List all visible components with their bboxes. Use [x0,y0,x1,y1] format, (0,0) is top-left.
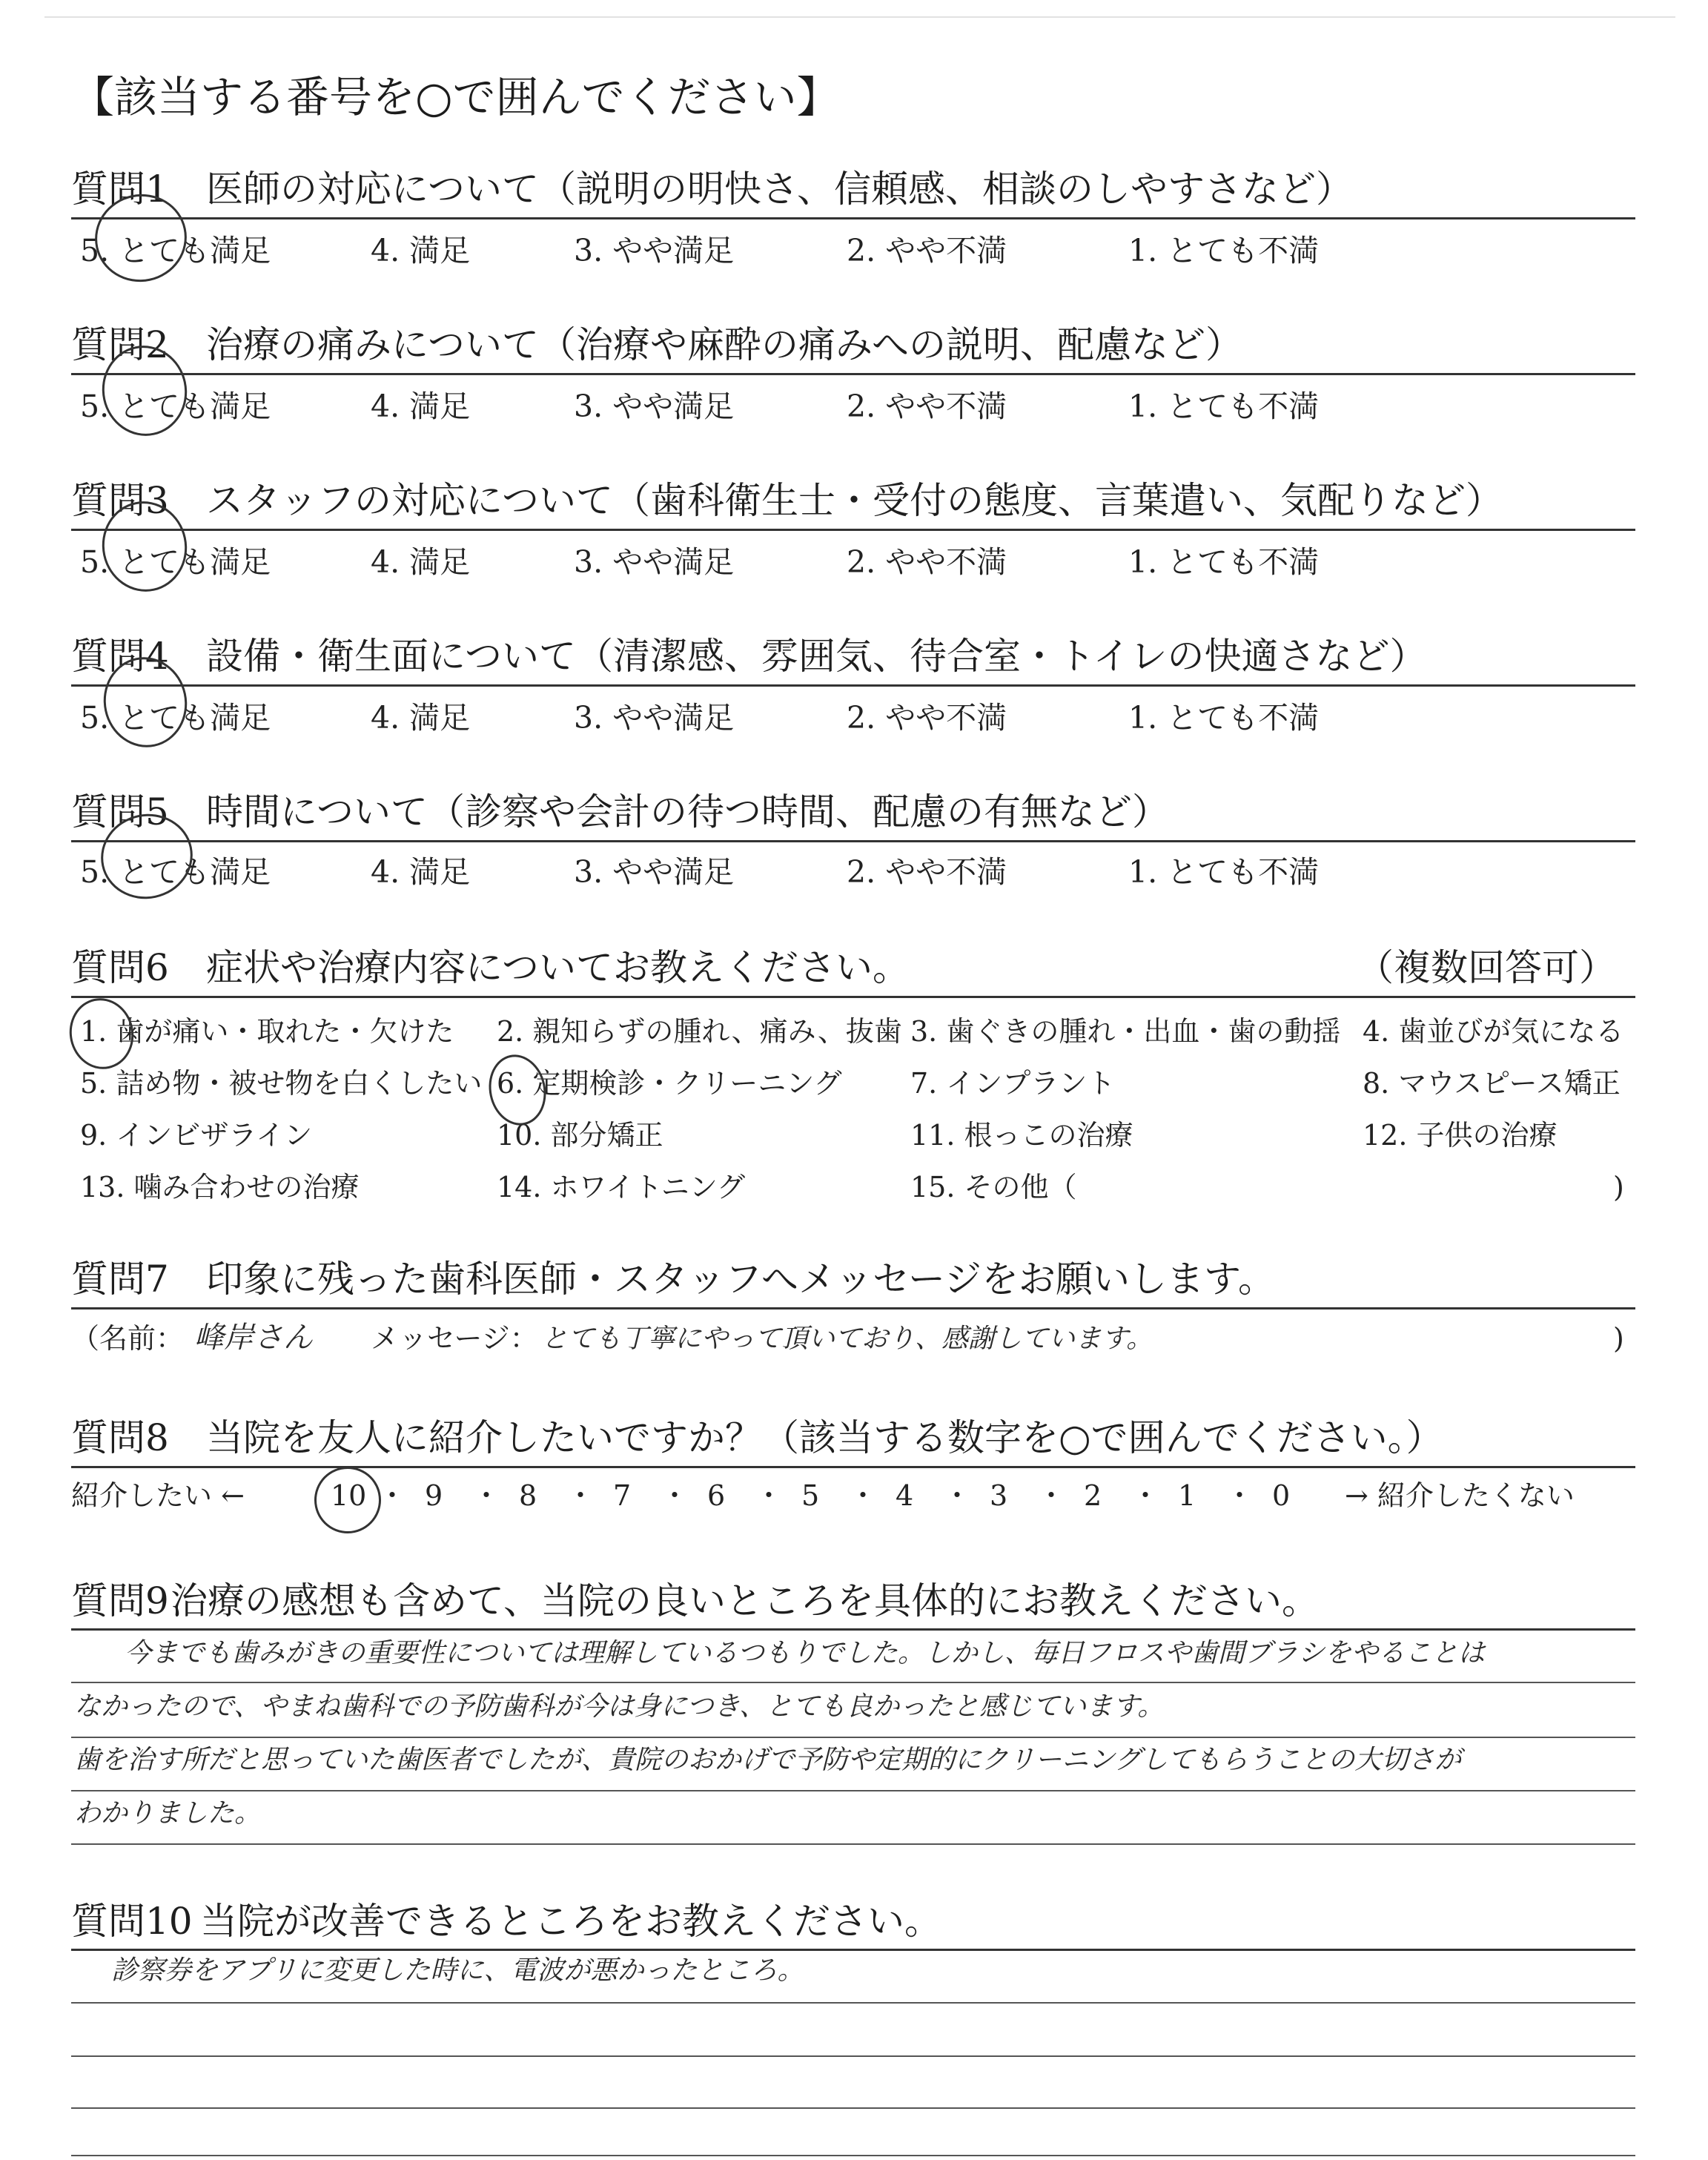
option-4[interactable]: 4. 満足 [371,854,471,890]
question-label: 質問9 [71,1579,169,1622]
option-5[interactable]: 5. とても満足 [80,544,271,580]
ruled-line [71,1790,1635,1791]
symptom-option-1[interactable]: 1. 歯が痛い・取れた・欠けた [80,1015,454,1048]
question-text: 印象に残った歯科医師・スタッフへメッセージをお願いします。 [206,1258,1275,1301]
divider [71,373,1635,375]
scale-value-8[interactable]: 8 [519,1479,537,1512]
scale-separator-dot: ・ [755,1479,784,1512]
symptom-option-3[interactable]: 3. 歯ぐきの腫れ・出血・歯の動揺 [910,1015,1341,1048]
scale-value-3[interactable]: 3 [990,1479,1008,1512]
answer-line[interactable]: 今までも歯みがきの重要性については理解しているつもりでした。しかし、毎日フロスや歯間ブラシをやることは [125,1638,1485,1668]
question-label: 質問5 [71,790,169,833]
message-label: メッセージ： [371,1322,538,1355]
scale-value-9[interactable]: 9 [425,1479,443,1512]
ruled-line [71,2107,1635,2109]
scale-separator-dot: ・ [1225,1479,1254,1512]
scale-value-2[interactable]: 2 [1084,1479,1102,1512]
option-2[interactable]: 2. やや不満 [847,854,1007,890]
option-5[interactable]: 5. とても満足 [80,854,271,890]
answer-line[interactable]: わかりました。 [74,1798,262,1829]
scale-value-7[interactable]: 7 [613,1479,632,1512]
option-3[interactable]: 3. やや満足 [574,854,735,890]
ruled-line [71,2155,1635,2156]
page-title: 【該当する番号を○で囲んでください】 [71,72,840,122]
ruled-line [71,1682,1635,1683]
message-value[interactable]: とても丁寧にやって頂いており、感謝しています。 [541,1324,1153,1354]
question-label: 質問10 [71,1900,193,1943]
symptom-option-2[interactable]: 2. 親知らずの腫れ、痛み、抜歯 [497,1015,902,1048]
option-1[interactable]: 1. とても不満 [1128,233,1320,268]
option-4[interactable]: 4. 満足 [371,233,471,268]
scale-value-1[interactable]: 1 [1178,1479,1196,1512]
option-5[interactable]: 5. とても満足 [80,389,271,424]
option-4[interactable]: 4. 満足 [371,700,471,736]
ruled-line [71,1737,1635,1738]
question-text: 当院を友人に紹介したいですか？（該当する数字を○で囲んでください。） [206,1416,1443,1459]
recommend-scale-right-label: → 紹介したくない [1345,1479,1575,1512]
divider [71,529,1635,531]
ruled-line [71,1843,1635,1845]
scale-separator-dot: ・ [943,1479,972,1512]
divider [71,840,1635,842]
answer-line[interactable]: 診察券をアプリに変更した時に、電波が悪かったところ。 [111,1955,804,1986]
scale-separator-dot: ・ [1131,1479,1160,1512]
scale-separator-dot: ・ [849,1479,878,1512]
answer-line[interactable]: なかったので、やまね歯科での予防歯科が今は身につき、とても良かったと感じています。 [74,1691,1165,1722]
name-value[interactable]: 峰岸さん [194,1321,313,1355]
symptom-option-10[interactable]: 10. 部分矯正 [497,1119,663,1152]
selection-circle [308,1461,388,1540]
message-close-paren: ) [1613,1322,1624,1355]
ruled-line [71,2002,1635,2004]
symptom-option-14[interactable]: 14. ホワイトニング [497,1171,746,1203]
symptom-option-13[interactable]: 13. 噛み合わせの治療 [80,1171,360,1203]
other-close-paren: ) [1613,1171,1624,1203]
question-text: 時間について（診察や会計の待つ時間、配慮の有無など） [206,790,1169,833]
symptom-option-9[interactable]: 9. インビザライン [80,1119,313,1152]
symptom-option-15[interactable]: 15. その他（ [910,1171,1077,1203]
question-label: 質問8 [71,1416,169,1459]
question-label: 質問6 [71,946,169,989]
divider [71,684,1635,687]
divider [71,1307,1635,1309]
divider [71,217,1635,219]
option-3[interactable]: 3. やや満足 [574,544,735,580]
scale-separator-dot: ・ [378,1479,407,1512]
scale-value-6[interactable]: 6 [707,1479,726,1512]
divider [71,1949,1635,1951]
symptom-option-12[interactable]: 12. 子供の治療 [1363,1119,1558,1152]
option-3[interactable]: 3. やや満足 [574,700,735,736]
name-label: （名前： [71,1322,185,1355]
question-text: 設備・衛生面について（清潔感、雰囲気、待合室・トイレの快適さなど） [206,635,1427,678]
ruled-line [71,2055,1635,2057]
symptom-option-7[interactable]: 7. インプラント [910,1067,1116,1100]
question-text: 治療の感想も含めて、当院の良いところを具体的にお教えください。 [171,1579,1319,1622]
option-1[interactable]: 1. とても不満 [1128,700,1320,736]
scale-value-10[interactable]: 10 [331,1479,367,1512]
question-text: スタッフの対応について（歯科衛生士・受付の態度、言葉遣い、気配りなど） [206,479,1503,522]
recommend-scale-left-label: 紹介したい ← [71,1479,245,1512]
option-5[interactable]: 5. とても満足 [80,233,271,268]
question-label: 質問2 [71,323,169,366]
scale-value-0[interactable]: 0 [1272,1479,1291,1512]
question-label: 質問4 [71,635,169,678]
symptom-option-4[interactable]: 4. 歯並びが気になる [1363,1015,1624,1048]
option-1[interactable]: 1. とても不満 [1128,389,1320,424]
symptom-option-6[interactable]: 6. 定期検診・クリーニング [497,1067,842,1100]
option-2[interactable]: 2. やや不満 [847,233,1007,268]
option-3[interactable]: 3. やや満足 [574,389,735,424]
scale-separator-dot: ・ [472,1479,501,1512]
option-1[interactable]: 1. とても不満 [1128,854,1320,890]
option-4[interactable]: 4. 満足 [371,389,471,424]
question-label: 質問7 [71,1258,169,1301]
scale-separator-dot: ・ [566,1479,595,1512]
question-text: 医師の対応について（説明の明快さ、信頼感、相談のしやすさなど） [206,168,1353,211]
scale-value-5[interactable]: 5 [801,1479,820,1512]
scan-top-edge [44,16,1675,18]
scale-separator-dot: ・ [1037,1479,1066,1512]
option-1[interactable]: 1. とても不満 [1128,544,1320,580]
option-2[interactable]: 2. やや不満 [847,544,1007,580]
symptom-option-8[interactable]: 8. マウスピース矯正 [1363,1067,1621,1100]
selection-circle [63,992,140,1075]
question-label: 質問3 [71,479,169,522]
question-text: 症状や治療内容についてお教えください。 [206,946,910,989]
question-text: 治療の痛みについて（治療や麻酔の痛みへの説明、配慮など） [206,323,1242,366]
divider [71,1628,1635,1631]
answer-line[interactable]: 歯を治す所だと思っていた歯医者でしたが、貴院のおかげで予防や定期的にクリーニングしてもらうことの大切さが [74,1745,1462,1775]
option-2[interactable]: 2. やや不満 [847,700,1007,736]
scale-separator-dot: ・ [661,1479,689,1512]
scale-value-4[interactable]: 4 [896,1479,914,1512]
symptom-option-11[interactable]: 11. 根っこの治療 [910,1119,1133,1152]
option-3[interactable]: 3. やや満足 [574,233,735,268]
symptom-option-5[interactable]: 5. 詰め物・被せ物を白くしたい [80,1067,483,1100]
divider [71,1466,1635,1468]
option-2[interactable]: 2. やや不満 [847,389,1007,424]
option-4[interactable]: 4. 満足 [371,544,471,580]
divider [71,996,1635,998]
multiple-answer-note: （複数回答可） [1357,946,1616,989]
option-5[interactable]: 5. とても満足 [80,700,271,736]
question-label: 質問1 [71,168,169,211]
question-text: 当院が改善できるところをお教えください。 [200,1900,941,1943]
